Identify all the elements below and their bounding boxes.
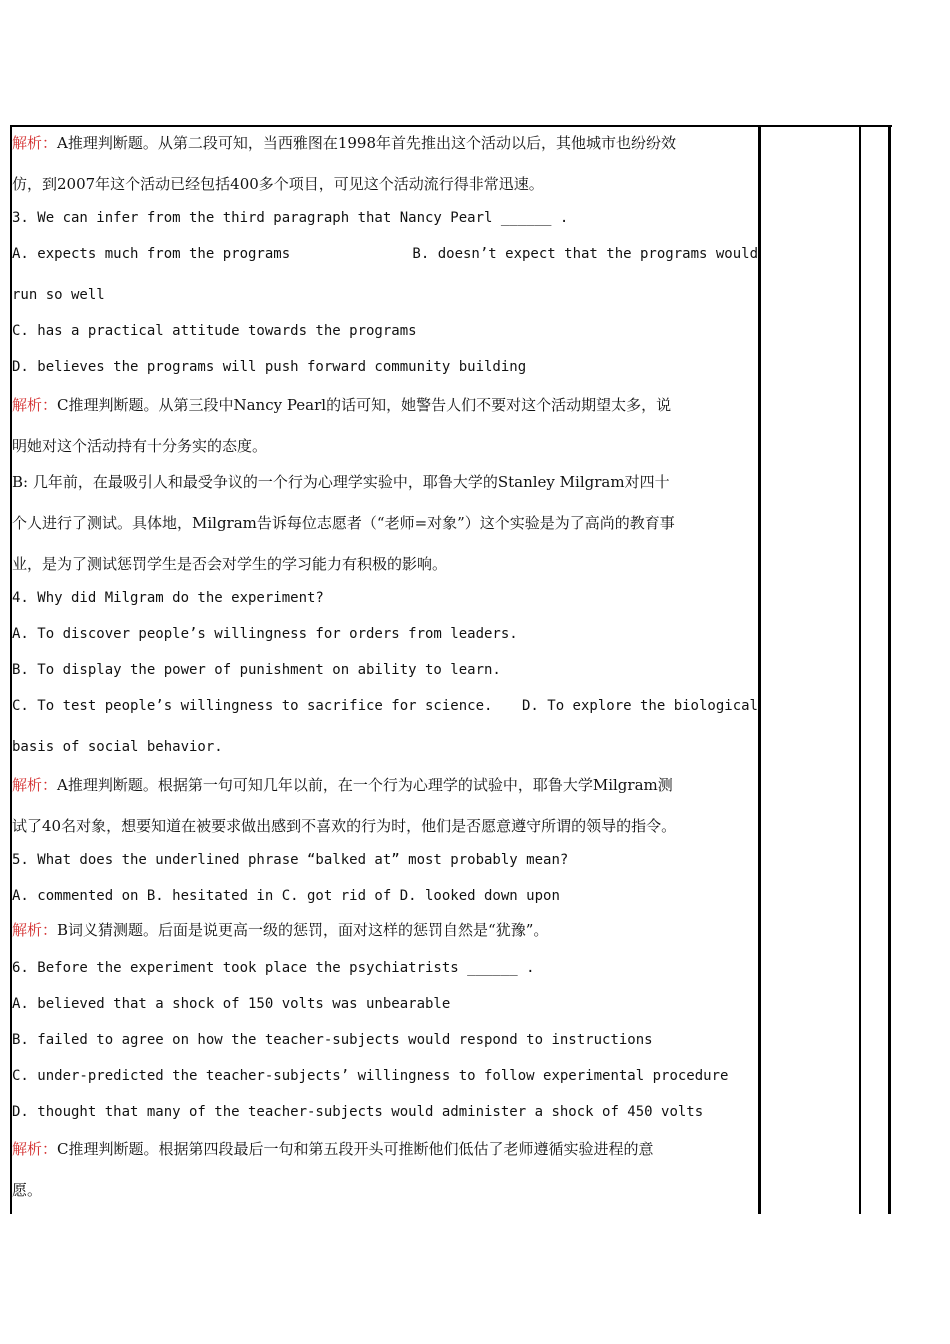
option-b: B. To display the power of punishment on ability to learn. <box>12 662 501 678</box>
analysis-label: 解析： <box>12 134 58 152</box>
option-b: B. doesn’t expect that the programs would <box>412 246 758 262</box>
text-line: basis of social behavior. <box>12 739 223 755</box>
option-c: C. has a practical attitude towards the programs <box>12 323 417 339</box>
option-d: D. To explore the biological <box>521 698 758 714</box>
text-line: 试了40名对象，想要知道在被要求做出感到不喜欢的行为时，他们是否愿意遵守所谓的领导的指令。 <box>12 817 677 835</box>
passage-line: B: 几年前，在最吸引人和最受争议的一个行为心理学实验中，耶鲁大学的Stanley Milgram对四十 <box>12 473 670 491</box>
analysis-label: 解析： <box>12 776 58 794</box>
option-line <box>12 698 758 714</box>
option-a: A. believed that a shock of 150 volts was unbearable <box>12 996 451 1012</box>
option-c: C. under-predicted the teacher-subjects’ willingness to follow experimental procedure <box>12 1068 729 1084</box>
analysis-line: 解析：A推理判断题。从第二段可知，当西雅图在1998年首先推出这个活动以后，其他城市也纷纷效 <box>12 134 677 152</box>
analysis-line: 解析：A推理判断题。根据第一句可知几年以前，在一个行为心理学的试验中，耶鲁大学Milgram测 <box>12 776 673 794</box>
table-right-border <box>888 125 891 1214</box>
text-line: run so well <box>12 287 105 303</box>
analysis-label: 解析： <box>12 921 58 939</box>
analysis-line: 解析：C推理判断题。从第三段中Nancy Pearl的话可知，她警告人们不要对这个活动期望太多，说 <box>12 396 672 414</box>
option-b: B. failed to agree on how the teacher-subjects would respond to instructions <box>12 1032 653 1048</box>
passage-line: 业，是为了测试惩罚学生是否会对学生的学习能力有积极的影响。 <box>12 555 448 573</box>
text-line: 愿。 <box>12 1181 43 1199</box>
passage-line: 个人进行了测试。具体地，Milgram告诉每位志愿者（“老师=对象”）这个实验是为了高尚的教育事 <box>12 514 675 532</box>
analysis-line: 解析：B词义猜测题。后面是说更高一级的惩罚，面对这样的惩罚自然是“犹豫”。 <box>12 921 549 939</box>
option-line <box>12 246 758 262</box>
question-stem: 4. Why did Milgram do the experiment? <box>12 590 324 606</box>
column-divider-1 <box>758 125 761 1214</box>
option-line: A. commented on B. hesitated in C. got rid of D. looked down upon <box>12 888 560 904</box>
column-divider-2 <box>859 125 861 1214</box>
analysis-line: 解析：C推理判断题。根据第四段最后一句和第五段开头可推断他们低估了老师遵循实验进程的意 <box>12 1140 654 1158</box>
analysis-label: 解析： <box>12 1140 58 1158</box>
option-c: C. To test people’s willingness to sacrifice for science. <box>12 698 493 714</box>
option-a: A. expects much from the programs <box>12 246 291 262</box>
text-line: 明她对这个活动持有十分务实的态度。 <box>12 437 268 455</box>
question-stem: 6. Before the experiment took place the psychiatrists ______ . <box>12 960 535 976</box>
option-d: D. thought that many of the teacher-subjects would administer a shock of 450 volts <box>12 1104 704 1120</box>
option-d: D. believes the programs will push forward community building <box>12 359 527 375</box>
option-a: A. To discover people’s willingness for orders from leaders. <box>12 626 518 642</box>
analysis-label: 解析： <box>12 396 58 414</box>
question-stem: 5. What does the underlined phrase “balked at” most probably mean? <box>12 852 569 868</box>
question-stem: 3. We can infer from the third paragraph that Nancy Pearl ______ . <box>12 210 569 226</box>
text-line: 仿，到2007年这个活动已经包括400多个项目，可见这个活动流行得非常迅速。 <box>12 175 544 193</box>
